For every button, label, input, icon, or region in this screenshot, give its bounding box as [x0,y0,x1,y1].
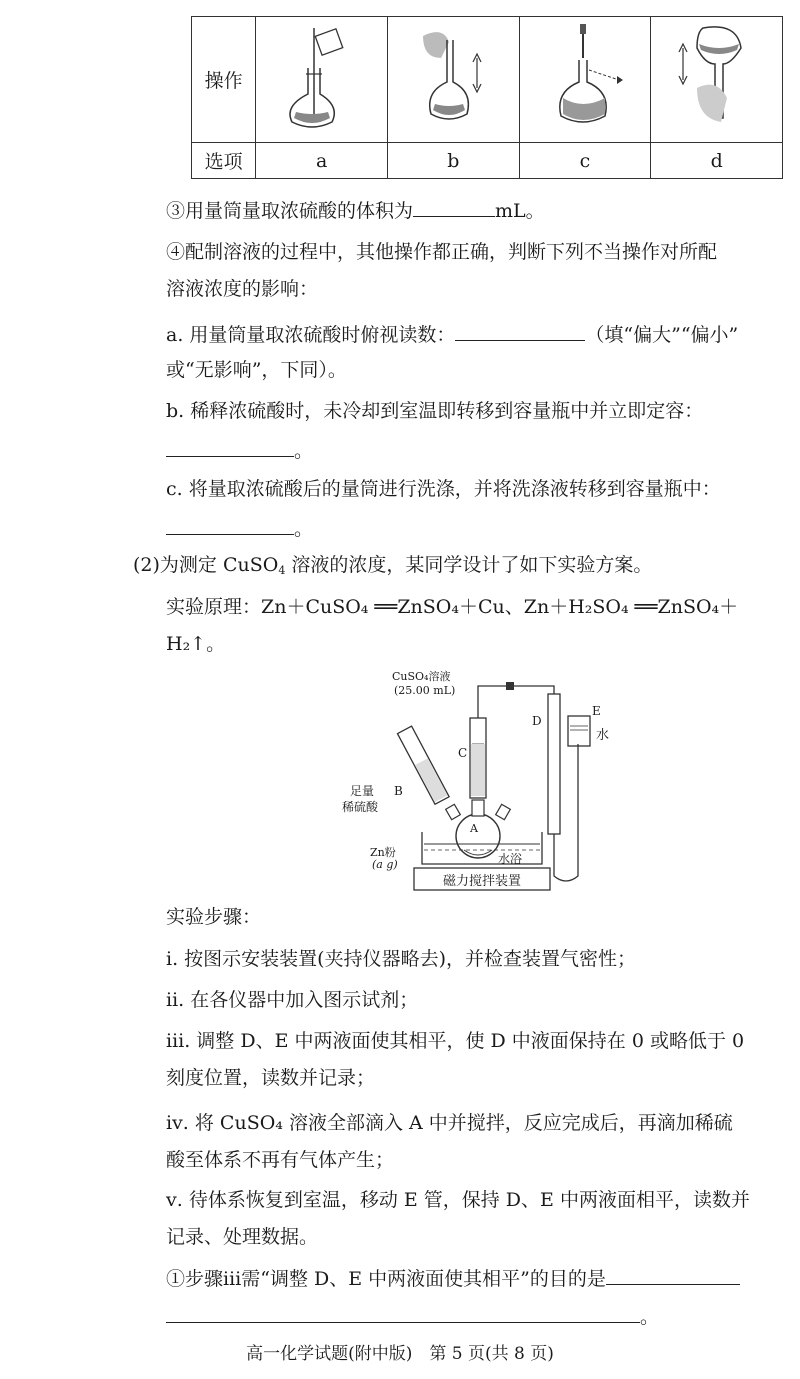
label-d: D [532,714,542,728]
operation-a-image [256,17,388,143]
step-5-line2: 记录、处理数据。 [166,1226,319,1248]
stirrer-label: 磁力搅拌装置 [442,874,521,889]
principle-line1: 实验原理：Zn＋CuSO₄ ══ZnSO₄＋Cu、Zn＋H₂SO₄ ══ZnSO₄＋ [166,596,739,618]
answer-blank-3[interactable] [413,196,495,217]
step-3-line1: ⅲ. 调整 D、E 中两液面使其相平，使 D 中液面保持在 0 或略低于 0 [166,1030,745,1052]
operations-table [191,16,783,179]
step-3-line2: 刻度位置，读数并记录； [166,1067,376,1089]
question-a-line2: 或“无影响”，下同）。 [166,359,347,381]
question-b-line2: 。 [166,436,313,464]
step-1: ⅰ. 按图示安装装置(夹持仪器略去)，并检查装置气密性； [166,948,636,970]
question-c-line2: 。 [166,514,313,542]
answer-blank-final-2[interactable] [166,1302,640,1323]
zn-label-1: Zn粉 [370,846,396,859]
steps-title: 实验步骤： [166,906,262,928]
water-label: 水 [596,728,610,743]
option-b: b [387,143,519,179]
option-c: c [519,143,651,179]
label-b: B [394,784,403,798]
step-5-line1: ⅴ. 待体系恢复到室温，移动 E 管，保持 D、E 中两液面相平，读数并 [166,1189,750,1211]
question-3: ③用量筒量取浓硫酸的体积为 mL。 [166,196,545,224]
table-row-header-operation: 操作 [192,17,256,143]
acid-label-1: 足量 [350,784,375,798]
acid-label-2: 稀硫酸 [342,800,379,814]
answer-blank-final-1[interactable] [606,1264,740,1285]
principle-line2: H₂↑。 [166,633,226,655]
step-4-line1: ⅳ. 将 CuSO₄ 溶液全部滴入 A 中并搅拌，反应完成后，再滴加稀硫 [166,1112,733,1134]
option-a: a [256,143,388,179]
step-2: ⅱ. 在各仪器中加入图示试剂； [166,989,419,1011]
answer-blank-a[interactable] [455,320,585,341]
final-question-line2: 。 [166,1302,659,1330]
part-2-intro: (2)为测定 CuSO$_4$ 溶液的浓度，某同学设计了如下实验方案。 [133,554,653,577]
question-c-line1: c. 将量取浓硫酸后的量筒进行洗涤，并将洗涤液转移到容量瓶中： [166,478,721,500]
question-b-line1: b. 稀释浓硫酸时，未冷却到室温即转移到容量瓶中并立即定容： [166,400,704,422]
final-question-line1: ①步骤ⅲ需“调整 D、E 中两液面使其相平”的目的是 [166,1264,740,1292]
volume-label: (25.00 mL) [394,684,456,697]
table-row-header-option: 选项 [192,143,256,179]
question-4-line2: 溶液浓度的影响： [166,278,319,300]
option-d: d [651,143,783,179]
operation-c-image [519,17,651,143]
question-4-line1: ④配制溶液的过程中，其他操作都正确，判断下列不当操作对所配 [166,241,718,263]
page-footer: 高一化学试题(附中版) 第 5 页(共 8 页) [246,1344,554,1364]
apparatus-figure [330,664,630,896]
step-4-line2: 酸至体系不再有气体产生； [166,1149,395,1171]
bath-label: 水浴 [498,852,523,866]
label-a: A [470,822,478,835]
question-a-line1: a. 用量筒量取浓硫酸时俯视读数： （填“偏大”“偏小” [166,320,738,348]
operation-d-image [651,17,783,143]
zn-label-2: (a g) [372,858,398,871]
label-e: E [592,704,601,718]
operation-b-image [387,17,519,143]
answer-blank-c[interactable] [166,514,294,535]
label-c: C [458,746,468,760]
answer-blank-b[interactable] [166,436,294,457]
cuso4-label: CuSO₄溶液 [392,670,451,683]
